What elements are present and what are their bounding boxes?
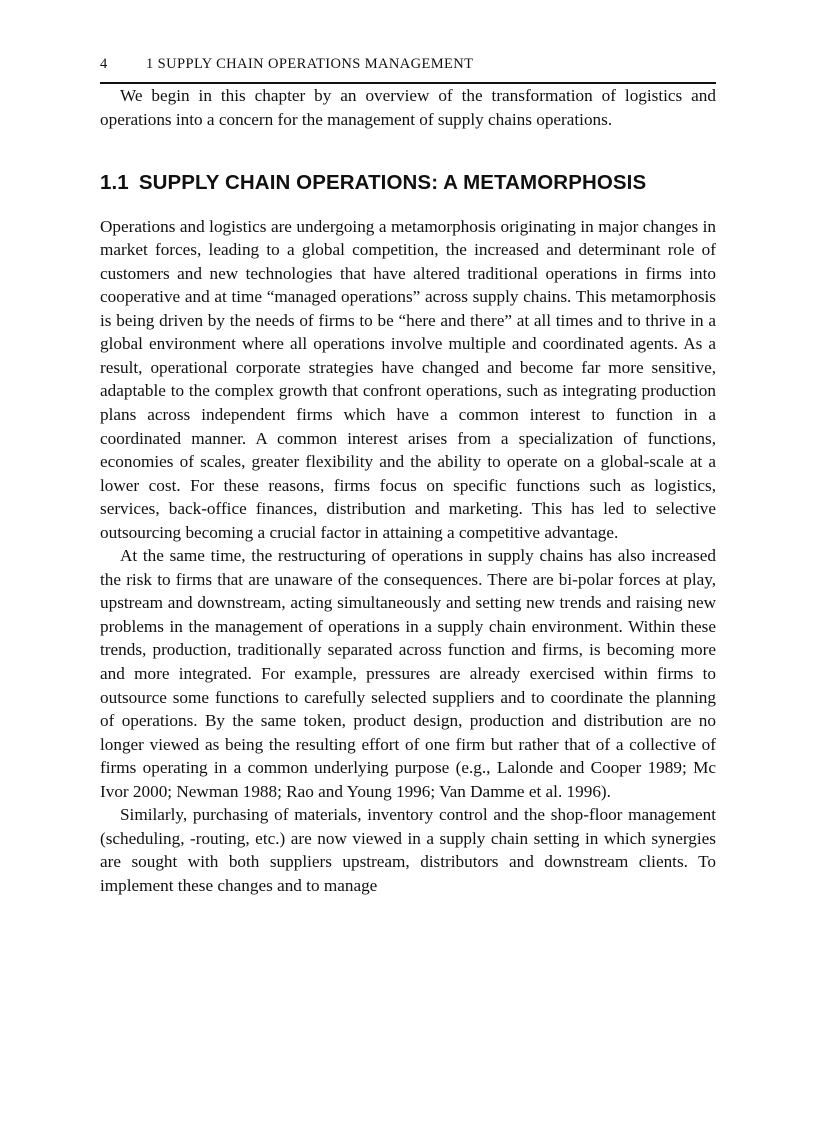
paragraph-3: Similarly, purchasing of materials, inventory control and the shop-floor management (scheduling, -routing, etc.) are now viewed in a supply chain setting in which synergies are sought with both suppliers upstream, distributors and downstream clients. To implement these changes and to manage <box>100 805 716 895</box>
paragraph-2: At the same time, the restructuring of operations in supply chains has also increased the risk to firms that are unaware of the consequences. There are bi-polar forces at play, upstream and downstream, acting simultaneously and setting new trends and raising new problems in the management of operations in a supply chain environment. Within these trends, production, traditionally separated across function and firms, is becoming more and more integrated. For example, pressures are already exercised within firms to outsource some functions to carefully selected suppliers and to coordinate the planning of operations. By the same token, product design, production and distribution are no longer viewed as being the resulting effort of one firm but rather that of a collective of firms operating in a common underlying purpose (e.g., Lalonde and Cooper 1989; Mc Ivor 2000; Newman 1988; Rao and Young 1996; Van Damme et al. 1996). <box>100 546 716 801</box>
intro-paragraph: We begin in this chapter by an overview of the transformation of logistics and operations into a concern for the management of supply chains operations. <box>100 86 716 129</box>
chapter-title: 1 SUPPLY CHAIN OPERATIONS MANAGEMENT <box>146 56 474 72</box>
paragraph-1: Operations and logistics are undergoing a metamorphosis originating in major changes in market forces, leading to a global competition, the increased and determinant role of customers and new technologies that have altered traditional operations in firms into cooperative and at time “managed operations” across supply chains. This metamorphosis is being driven by the needs of firms to be “here and there” at all times and to thrive in a global environment where all operations involve multiple and coordinated agents. As a result, operational corporate strategies have changed and become far more sensitive, adaptable to the complex growth that confront operations, such as integrating production plans across independent firms which have a common interest to function in a coordinated manner. A common interest arises from a specialization of functions, economies of scales, greater flexibility and the ability to operate on a global-scale at a lower cost. For these reasons, firms focus on specific functions such as logistics, services, back-office finances, distribution and marketing. This has led to selective outsourcing becoming a crucial factor in attaining a competitive advantage. <box>100 216 716 542</box>
book-page <box>100 56 716 898</box>
section-title: SUPPLY CHAIN OPERATIONS: A METAMORPHOSIS <box>138 171 647 195</box>
running-head <box>100 56 716 84</box>
section-heading <box>100 171 716 195</box>
section-number: 1.1 <box>100 171 129 195</box>
body-text <box>100 84 716 898</box>
page-number: 4 <box>100 56 108 72</box>
